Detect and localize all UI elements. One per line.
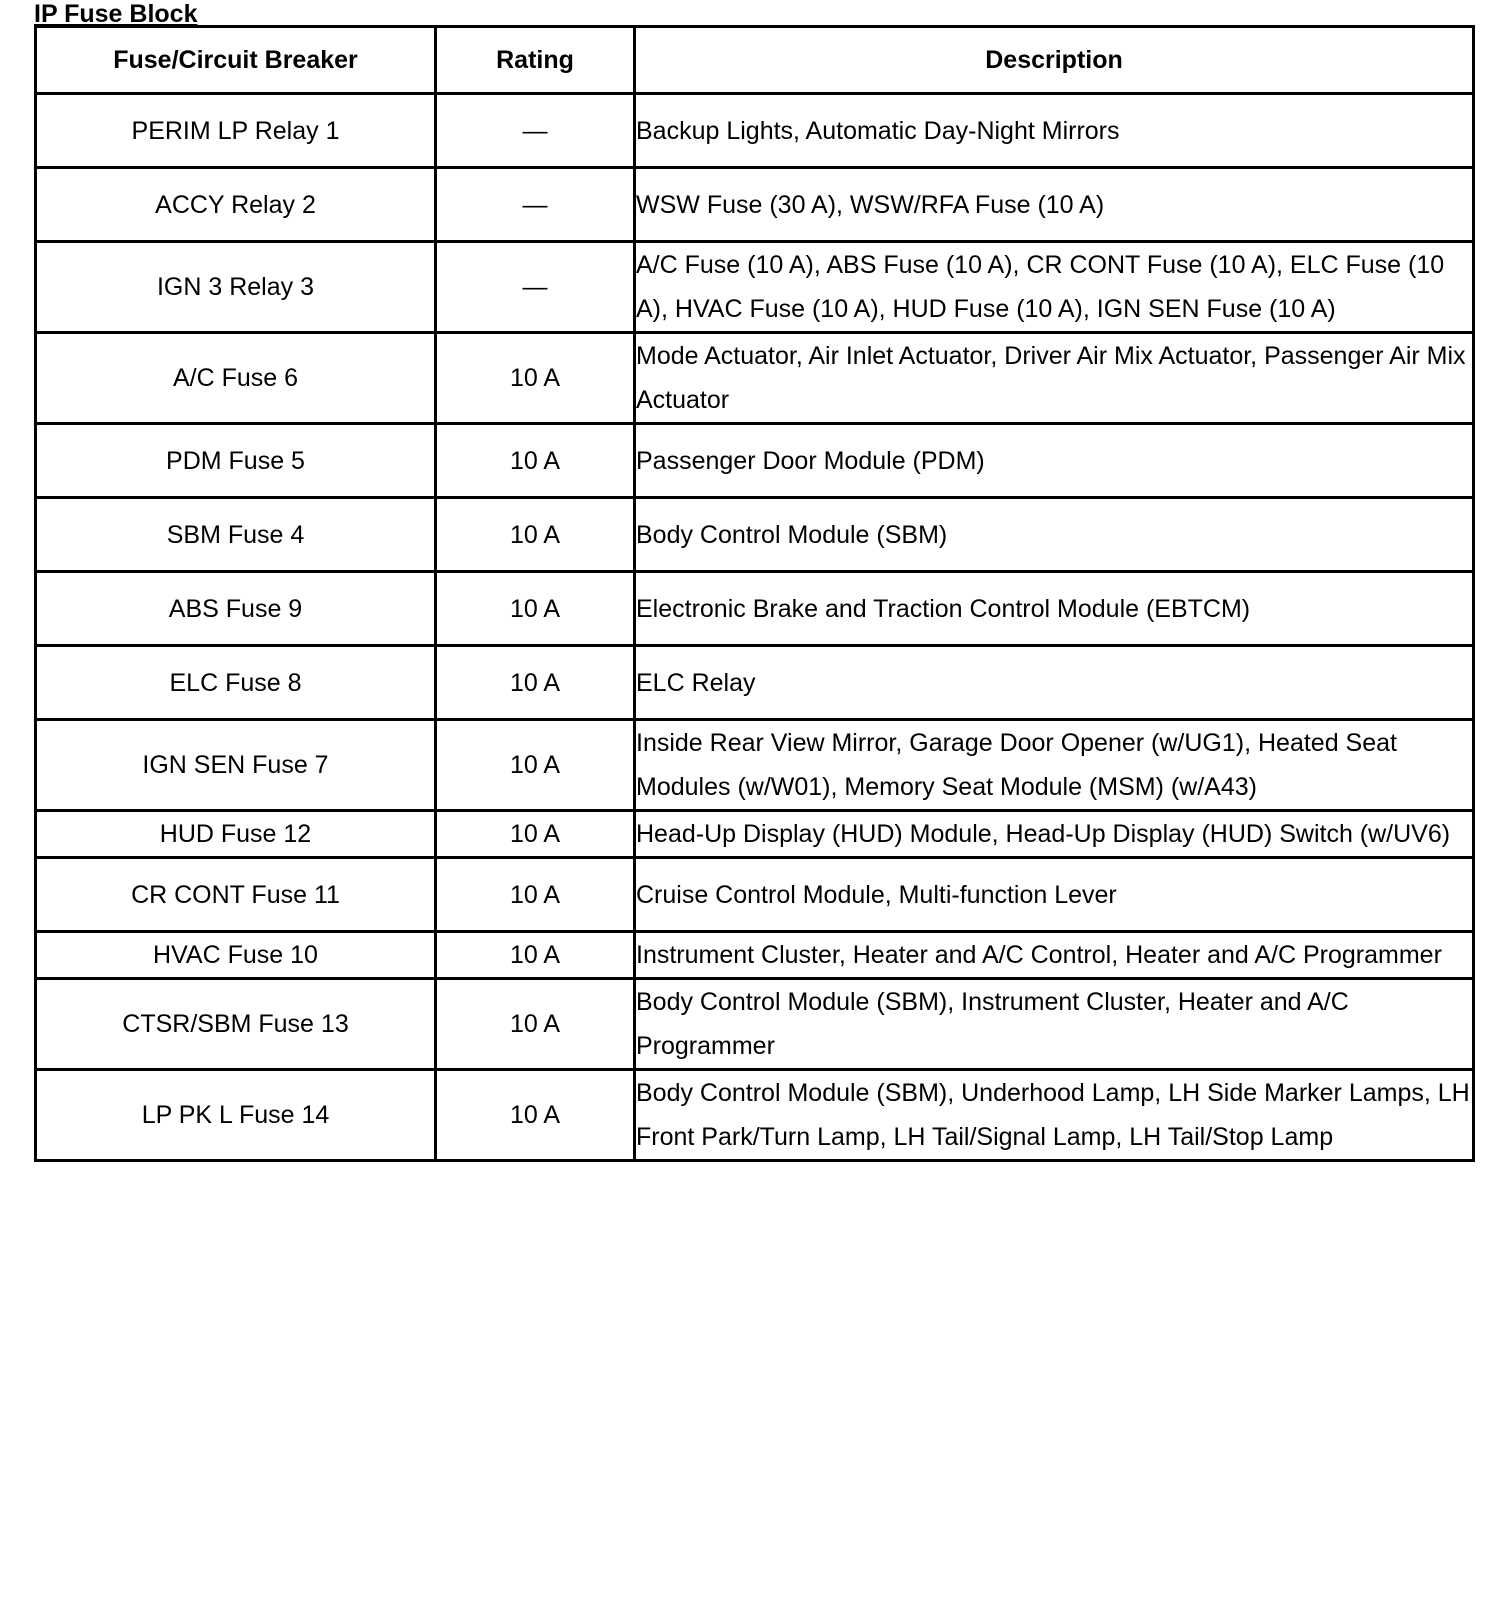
rating-cell: 10 A xyxy=(436,811,635,858)
table-header-row xyxy=(36,27,1474,94)
description-cell: Instrument Cluster, Heater and A/C Control, Heater and A/C Programmer xyxy=(635,932,1474,979)
description-cell: Cruise Control Module, Multi-function Lever xyxy=(635,858,1474,932)
description-cell: Passenger Door Module (PDM) xyxy=(635,424,1474,498)
table-row xyxy=(36,94,1474,168)
description-cell: Backup Lights, Automatic Day-Night Mirrors xyxy=(635,94,1474,168)
table-row xyxy=(36,811,1474,858)
rating-cell: 10 A xyxy=(436,646,635,720)
description-cell: Body Control Module (SBM), Instrument Cluster, Heater and A/C Programmer xyxy=(635,979,1474,1070)
table-row xyxy=(36,572,1474,646)
header-fuse: Fuse/Circuit Breaker xyxy=(36,27,436,94)
table-row xyxy=(36,1070,1474,1161)
fuse-name-cell: PDM Fuse 5 xyxy=(36,424,436,498)
page-title: IP Fuse Block xyxy=(34,0,198,28)
rating-cell: 10 A xyxy=(436,979,635,1070)
fuse-name-cell: IGN SEN Fuse 7 xyxy=(36,720,436,811)
description-cell: Inside Rear View Mirror, Garage Door Opener (w/UG1), Heated Seat Modules (w/W01), Memory Seat Module (MSM) (w/A43) xyxy=(635,720,1474,811)
fuse-name-cell: ABS Fuse 9 xyxy=(36,572,436,646)
rating-cell: 10 A xyxy=(436,1070,635,1161)
rating-cell: 10 A xyxy=(436,424,635,498)
rating-cell: — xyxy=(436,242,635,333)
table-row xyxy=(36,498,1474,572)
fuse-name-cell: SBM Fuse 4 xyxy=(36,498,436,572)
fuse-name-cell: LP PK L Fuse 14 xyxy=(36,1070,436,1161)
fuse-name-cell: HVAC Fuse 10 xyxy=(36,932,436,979)
fuse-name-cell: CTSR/SBM Fuse 13 xyxy=(36,979,436,1070)
table-row xyxy=(36,858,1474,932)
header-rating: Rating xyxy=(436,27,635,94)
rating-cell: 10 A xyxy=(436,720,635,811)
rating-cell: — xyxy=(436,168,635,242)
table-row xyxy=(36,424,1474,498)
fuse-name-cell: HUD Fuse 12 xyxy=(36,811,436,858)
fuse-table xyxy=(34,25,1475,1162)
description-cell: Mode Actuator, Air Inlet Actuator, Driver Air Mix Actuator, Passenger Air Mix Actuator xyxy=(635,333,1474,424)
rating-cell: 10 A xyxy=(436,932,635,979)
fuse-name-cell: A/C Fuse 6 xyxy=(36,333,436,424)
description-cell: ELC Relay xyxy=(635,646,1474,720)
table-row xyxy=(36,646,1474,720)
table-row xyxy=(36,333,1474,424)
description-cell: Body Control Module (SBM), Underhood Lamp, LH Side Marker Lamps, LH Front Park/Turn Lamp, LH Tail/Signal Lamp, LH Tail/Stop Lamp xyxy=(635,1070,1474,1161)
description-cell: A/C Fuse (10 A), ABS Fuse (10 A), CR CONT Fuse (10 A), ELC Fuse (10 A), HVAC Fuse (10 A), HUD Fuse (10 A), IGN SEN Fuse (10 A) xyxy=(635,242,1474,333)
rating-cell: 10 A xyxy=(436,333,635,424)
table-row xyxy=(36,979,1474,1070)
fuse-name-cell: IGN 3 Relay 3 xyxy=(36,242,436,333)
table-row xyxy=(36,168,1474,242)
rating-cell: 10 A xyxy=(436,498,635,572)
header-description: Description xyxy=(635,27,1474,94)
rating-cell: 10 A xyxy=(436,858,635,932)
rating-cell: — xyxy=(436,94,635,168)
fuse-name-cell: PERIM LP Relay 1 xyxy=(36,94,436,168)
table-row xyxy=(36,932,1474,979)
description-cell: Head-Up Display (HUD) Module, Head-Up Display (HUD) Switch (w/UV6) xyxy=(635,811,1474,858)
description-cell: Electronic Brake and Traction Control Module (EBTCM) xyxy=(635,572,1474,646)
description-cell: Body Control Module (SBM) xyxy=(635,498,1474,572)
fuse-name-cell: CR CONT Fuse 11 xyxy=(36,858,436,932)
fuse-name-cell: ACCY Relay 2 xyxy=(36,168,436,242)
table-row xyxy=(36,242,1474,333)
rating-cell: 10 A xyxy=(436,572,635,646)
description-cell: WSW Fuse (30 A), WSW/RFA Fuse (10 A) xyxy=(635,168,1474,242)
table-row xyxy=(36,720,1474,811)
fuse-name-cell: ELC Fuse 8 xyxy=(36,646,436,720)
